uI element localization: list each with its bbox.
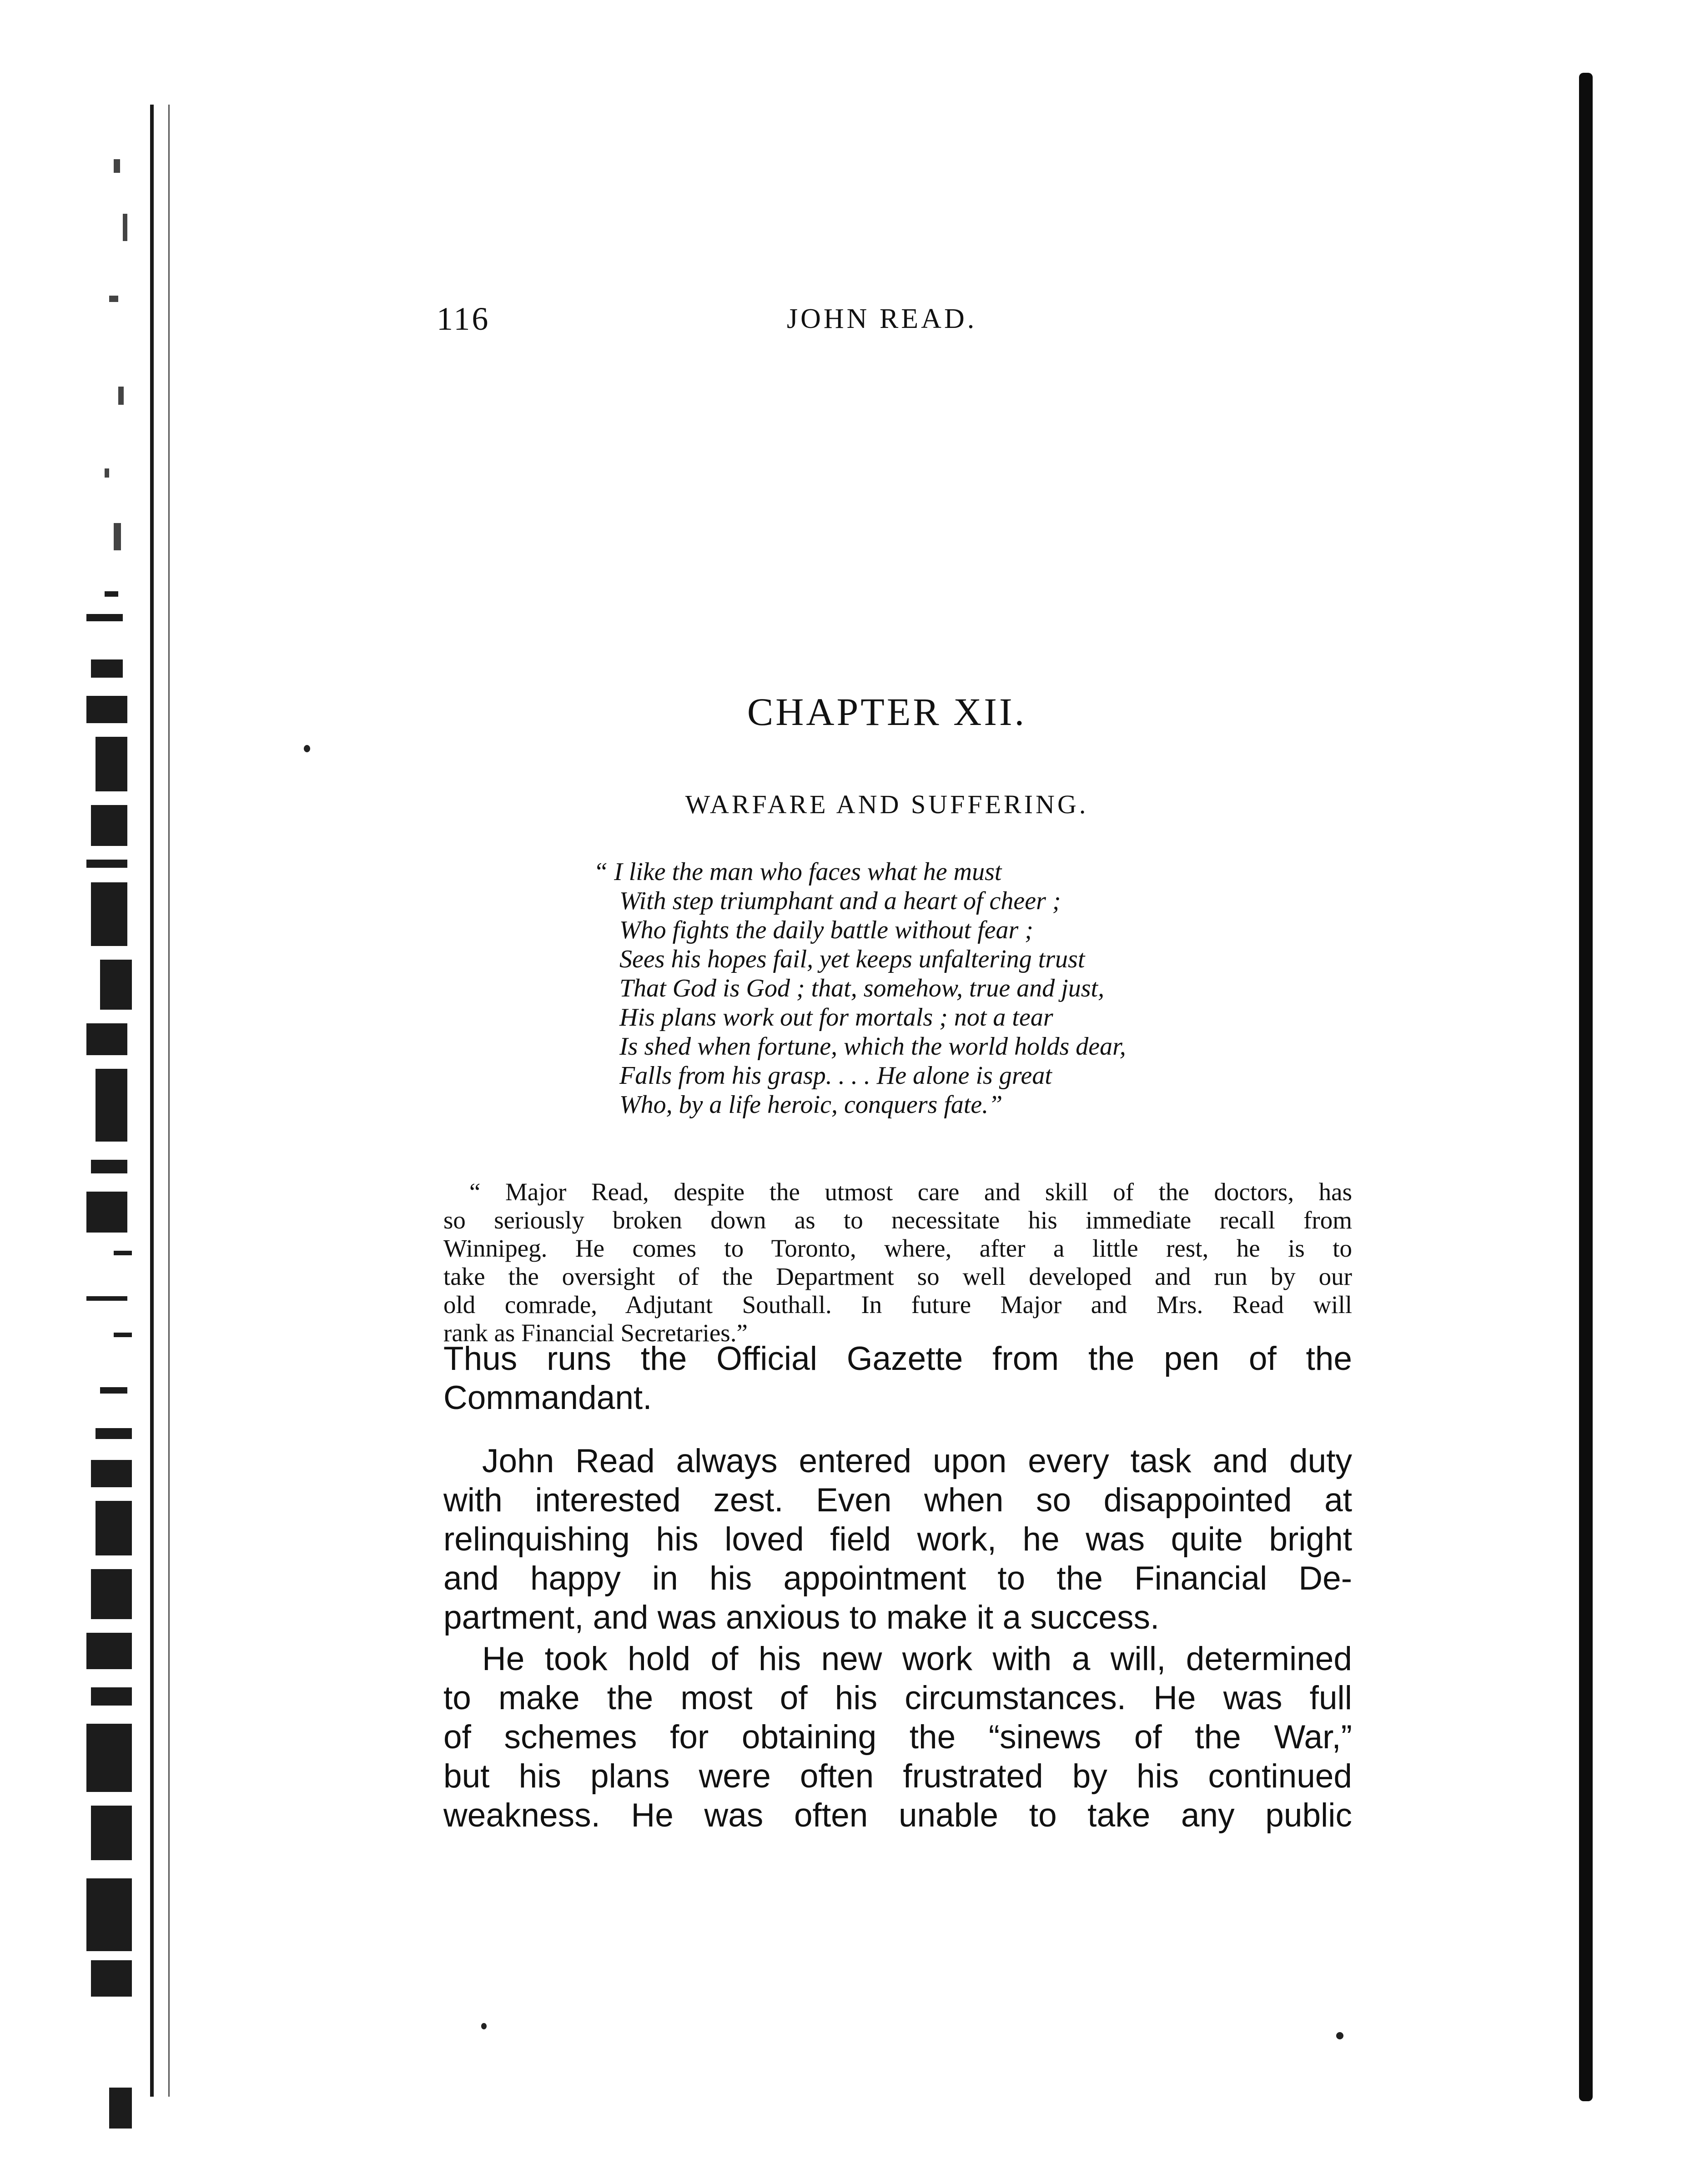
body-line: with interested zest. Even when so disappointed at bbox=[443, 1482, 1352, 1519]
body-line: of schemes for obtaining the “sinews of the War,” bbox=[443, 1719, 1352, 1756]
body-line: partment, and was anxious to make it a success. bbox=[443, 1599, 1160, 1636]
running-title: JOHN READ. bbox=[787, 303, 977, 334]
quote-line: rank as Financial Secretaries.” bbox=[443, 1319, 748, 1347]
quote-line: old comrade, Adjutant Southall. In future Major and Mrs. Read will bbox=[443, 1291, 1352, 1318]
scan-speck bbox=[1336, 2032, 1343, 2039]
quote-line: so seriously broken down as to necessitate his immediate recall from bbox=[443, 1206, 1352, 1234]
scan-right-edge-bar bbox=[1579, 73, 1593, 2101]
quote-line: Winnipeg. He comes to Toronto, where, after a little rest, he is to bbox=[443, 1234, 1352, 1262]
poem-line: Sees his hopes fail, yet keeps unfaltering trust bbox=[619, 945, 1085, 973]
body-line: He took hold of his new work with a will, determined bbox=[482, 1641, 1352, 1677]
poem-line: His plans work out for mortals ; not a tear bbox=[619, 1003, 1053, 1032]
poem-line: Who, by a life heroic, conquers fate.” bbox=[619, 1091, 1003, 1119]
body-line: but his plans were often frustrated by his continued bbox=[443, 1758, 1352, 1795]
body-line: relinquishing his loved field work, he was quite bright bbox=[443, 1521, 1352, 1558]
body-line: John Read always entered upon every task and duty bbox=[482, 1443, 1352, 1479]
poem-line: That God is God ; that, somehow, true and just, bbox=[619, 974, 1105, 1002]
body-line: Commandant. bbox=[443, 1379, 652, 1416]
scan-speck bbox=[304, 745, 310, 752]
body-paragraph bbox=[443, 1339, 1352, 1418]
poem-line: Is shed when fortune, which the world holds dear, bbox=[619, 1032, 1126, 1061]
poem-line: Who fights the daily battle without fear ; bbox=[619, 916, 1033, 944]
body-paragraph bbox=[443, 1640, 1352, 1835]
body-line: and happy in his appointment to the Financial De- bbox=[443, 1560, 1352, 1597]
body-line: Thus runs the Official Gazette from the pen of the bbox=[443, 1340, 1352, 1377]
body-line: to make the most of his circumstances. He was full bbox=[443, 1680, 1352, 1716]
gazette-quote bbox=[443, 1178, 1352, 1347]
scan-edge-line-faint bbox=[168, 105, 170, 2097]
body-line: weakness. He was often unable to take any public bbox=[443, 1797, 1352, 1834]
chapter-subtitle: WARFARE AND SUFFERING. bbox=[685, 790, 1089, 819]
body-paragraph bbox=[443, 1442, 1352, 1637]
chapter-title: CHAPTER XII. bbox=[747, 690, 1027, 734]
poem-line: With step triumphant and a heart of cheer ; bbox=[619, 887, 1061, 915]
quote-line: take the oversight of the Department so well developed and run by our bbox=[443, 1263, 1352, 1290]
page-number: 116 bbox=[437, 301, 490, 337]
quote-line: “ Major Read, despite the utmost care and skill of the doctors, has bbox=[469, 1178, 1352, 1206]
scan-edge-line bbox=[150, 105, 154, 2097]
running-head bbox=[437, 300, 1041, 341]
epigraph-poem bbox=[593, 857, 1276, 1119]
scan-speck bbox=[481, 2023, 487, 2029]
poem-line: “ I like the man who faces what he must bbox=[593, 858, 1002, 886]
binding-edge-artifact bbox=[86, 68, 200, 2129]
poem-line: Falls from his grasp. . . . He alone is great bbox=[619, 1062, 1052, 1090]
